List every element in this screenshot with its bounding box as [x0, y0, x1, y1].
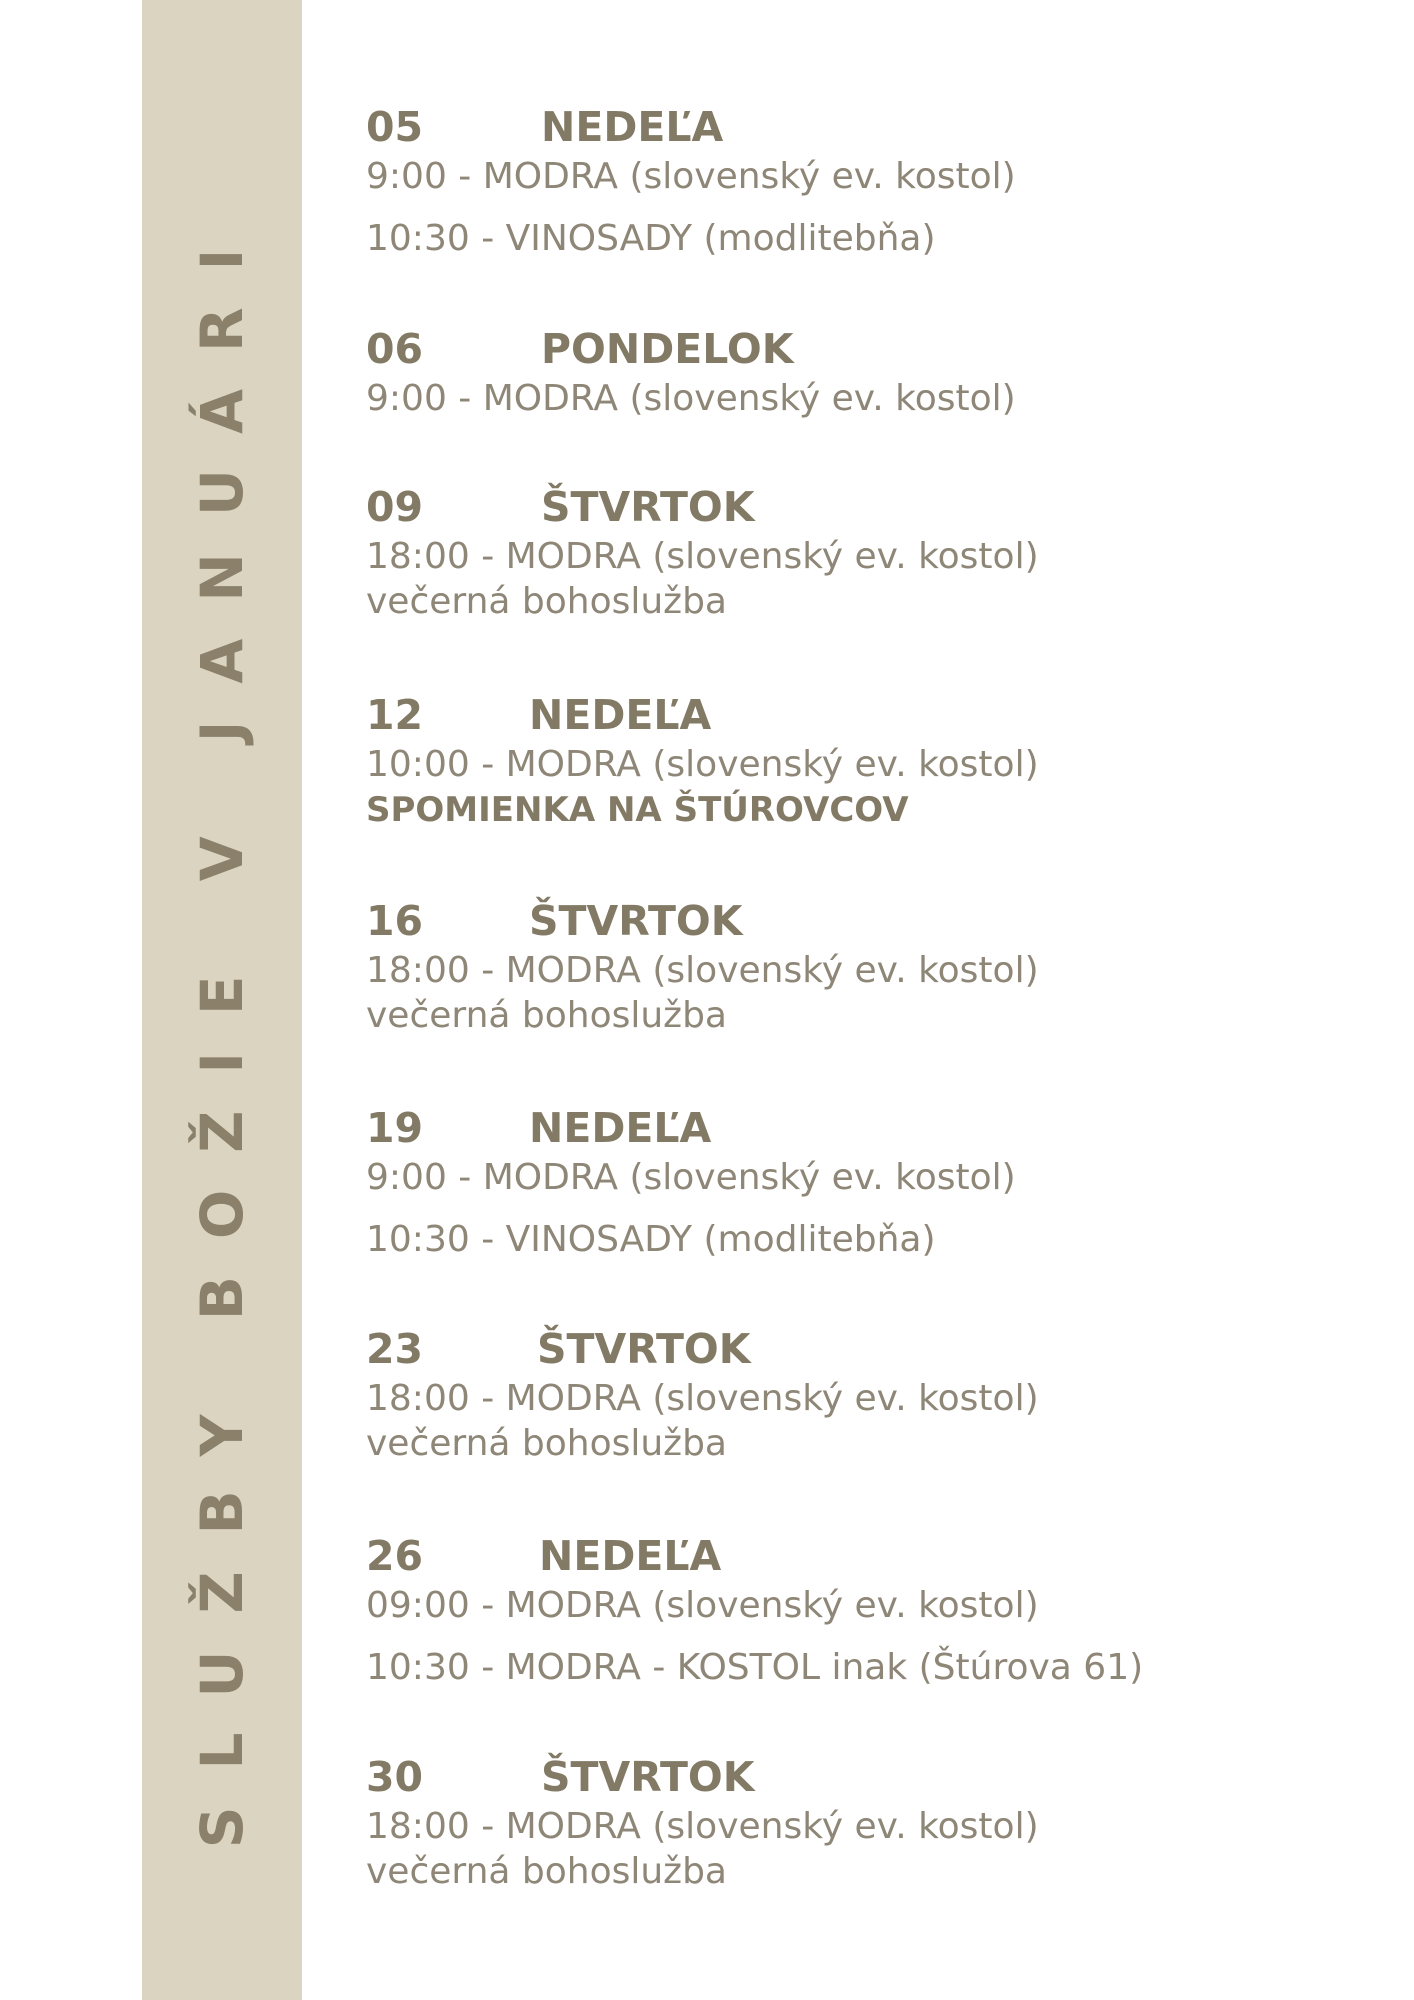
event-header	[366, 1099, 1366, 1157]
event-header	[366, 892, 1366, 950]
event-header	[366, 478, 1366, 536]
event-note: večerná bohoslužba	[366, 581, 727, 622]
event-header	[366, 686, 1366, 744]
event-time-line: 09:00 - MODRA (slovenský ev. kostol)	[366, 1585, 1039, 1626]
event-time-line: 18:00 - MODRA (slovenský ev. kostol)	[366, 1378, 1039, 1419]
event-weekday: ŠTVRTOK	[529, 897, 743, 945]
event-19	[366, 1099, 1366, 1261]
event-26	[366, 1527, 1366, 1689]
event-weekday: ŠTVRTOK	[537, 1325, 751, 1373]
event-weekday: PONDELOK	[541, 325, 794, 373]
event-weekday: ŠTVRTOK	[541, 483, 755, 531]
event-weekday: NEDEĽA	[541, 103, 724, 151]
event-16	[366, 892, 1366, 1040]
event-time-line: 10:30 - VINOSADY (modlitebňa)	[366, 1219, 936, 1260]
event-06	[366, 320, 1366, 420]
event-day: 16	[366, 897, 424, 945]
event-time-line: 9:00 - MODRA (slovenský ev. kostol)	[366, 1157, 1016, 1198]
event-12	[366, 686, 1366, 834]
event-05	[366, 98, 1366, 260]
event-time-line: 9:00 - MODRA (slovenský ev. kostol)	[366, 156, 1016, 197]
event-time-line: 10:30 - MODRA - KOSTOL inak (Štúrova 61)	[366, 1647, 1144, 1688]
event-time-line: 18:00 - MODRA (slovenský ev. kostol)	[366, 950, 1039, 991]
event-note: večerná bohoslužba	[366, 1423, 727, 1464]
event-header	[366, 320, 1366, 378]
event-day: 06	[366, 325, 424, 373]
event-30	[366, 1748, 1366, 1896]
event-header	[366, 1320, 1366, 1378]
event-time-line: 9:00 - MODRA (slovenský ev. kostol)	[366, 378, 1016, 419]
event-time-line: 18:00 - MODRA (slovenský ev. kostol)	[366, 536, 1039, 577]
event-time-line: 18:00 - MODRA (slovenský ev. kostol)	[366, 1806, 1039, 1847]
event-day: 26	[366, 1532, 424, 1580]
event-time-line: 10:30 - VINOSADY (modlitebňa)	[366, 218, 936, 259]
event-header	[366, 1527, 1366, 1585]
event-23	[366, 1320, 1366, 1468]
event-note: večerná bohoslužba	[366, 1851, 727, 1892]
event-day: 05	[366, 103, 424, 151]
event-note: večerná bohoslužba	[366, 995, 727, 1036]
event-day: 09	[366, 483, 424, 531]
event-note: SPOMIENKA NA ŠTÚROVCOV	[366, 790, 909, 830]
event-time-line: 10:00 - MODRA (slovenský ev. kostol)	[366, 744, 1039, 785]
event-day: 23	[366, 1325, 424, 1373]
event-header	[366, 98, 1366, 156]
event-header	[366, 1748, 1366, 1806]
sidebar-title: SLUŽBY BOŽIE V JANUÁRI	[188, 211, 256, 1849]
event-09	[366, 478, 1366, 626]
event-weekday: NEDEĽA	[529, 1104, 712, 1152]
event-weekday: NEDEĽA	[539, 1532, 722, 1580]
event-day: 30	[366, 1753, 424, 1801]
event-weekday: ŠTVRTOK	[541, 1753, 755, 1801]
event-day: 19	[366, 1104, 424, 1152]
event-day: 12	[366, 691, 424, 739]
event-weekday: NEDEĽA	[529, 691, 712, 739]
